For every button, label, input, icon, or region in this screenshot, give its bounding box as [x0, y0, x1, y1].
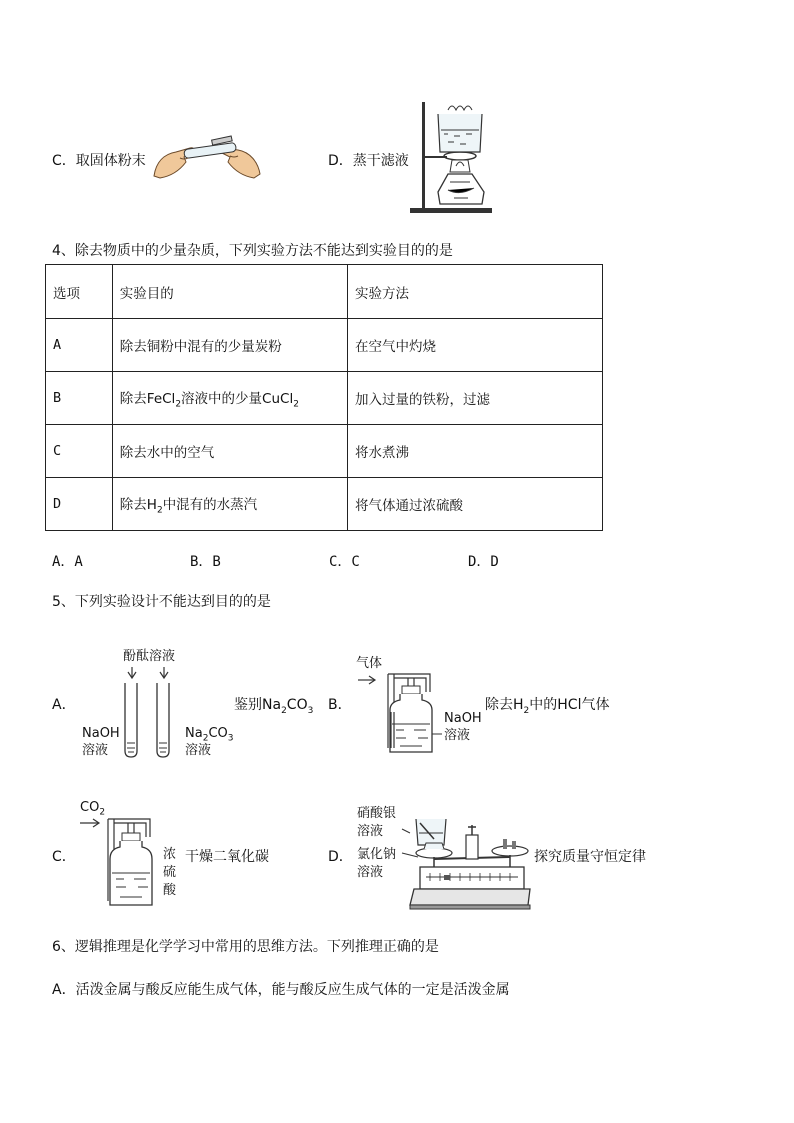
q5-a-purpose: 鉴别$Na_2CO_3$	[234, 697, 314, 716]
row-c-option: C	[46, 425, 113, 478]
q5-a-left-label-line1: NaOH	[82, 726, 120, 741]
row-a-option: A	[46, 319, 113, 372]
table-header-method: 实验方法	[347, 265, 602, 319]
gas-washing-bottle-c-illustration	[78, 815, 168, 910]
table-row	[46, 425, 603, 478]
q5-a-reagent: 酚酞溶液	[123, 649, 176, 664]
balance-scale-illustration	[400, 805, 530, 911]
row-a-method: 在空气中灼烧	[347, 319, 602, 372]
q5-c-acid-line2: 硫	[163, 865, 177, 880]
table-header-purpose: 实验目的	[112, 265, 347, 319]
row-c-method: 将水煮沸	[347, 425, 602, 478]
row-b-purpose: 除去FeCl$_2$溶液中的少量CuCl$_2$	[112, 372, 347, 425]
q3-option-c-label: C．取固体粉末	[52, 153, 146, 169]
row-a-purpose: 除去铜粉中混有的少量炭粉	[112, 319, 347, 372]
q5-c-acid-line3: 酸	[163, 883, 177, 898]
q6-option-a: A．活泼金属与酸反应能生成气体，能与酸反应生成气体的一定是活泼金属	[52, 982, 510, 998]
q5-d-purpose: 探究质量守恒定律	[534, 849, 646, 865]
q4-answer-c: C．C	[329, 554, 360, 570]
q4-answer-d: D．D	[468, 554, 499, 570]
table-row	[46, 319, 603, 372]
table-row	[46, 478, 603, 531]
row-b-option: B	[46, 372, 113, 425]
table-header-row	[46, 265, 603, 319]
q5-a-right-label-line1: $Na_2CO_3$	[185, 726, 234, 744]
q5-b-liquid-line2: 溶液	[444, 728, 471, 743]
q3-option-d-label: D．蒸干滤液	[328, 153, 409, 169]
q5-d-reagent2-line2: 溶液	[357, 865, 384, 880]
q5-stem: 5、下列实验设计不能达到目的的是	[52, 594, 271, 610]
q5-b-purpose: 除去$H_2$中的HCl气体	[485, 697, 610, 716]
hands-test-tube-illustration	[150, 132, 265, 180]
gas-washing-bottle-b-illustration	[356, 668, 446, 758]
q5-c-acid-line1: 浓	[163, 847, 177, 862]
q4-table	[45, 264, 603, 531]
q6-stem: 6、逻辑推理是化学学习中常用的思维方法。下列推理正确的是	[52, 939, 439, 955]
q5-b-letter: B．	[328, 697, 352, 713]
q5-d-reagent2-line1: 氯化钠	[357, 847, 397, 862]
q5-b-liquid-line1: NaOH	[444, 711, 482, 726]
row-b-method: 加入过量的铁粉，过滤	[347, 372, 602, 425]
row-d-option: D	[46, 478, 113, 531]
table-row	[46, 372, 603, 425]
q4-stem: 4、除去物质中的少量杂质，下列实验方法不能达到实验目的的是	[52, 243, 453, 259]
q5-a-left-label-line2: 溶液	[82, 743, 109, 758]
q4-answer-b: B．B	[190, 554, 221, 570]
q5-c-gas-label: $CO_2$	[80, 800, 106, 818]
q5-d-reagent1-line1: 硝酸银	[357, 806, 397, 821]
q5-d-letter: D．	[328, 849, 353, 865]
q5-d-reagent1-line2: 溶液	[357, 824, 384, 839]
two-test-tubes-illustration	[118, 663, 184, 761]
q5-a-letter: A．	[52, 697, 76, 713]
q5-c-purpose: 干燥二氧化碳	[185, 849, 269, 865]
row-d-purpose: 除去$H_2$中混有的水蒸汽	[112, 478, 347, 531]
q5-b-gas-label: 气体	[356, 656, 383, 671]
row-c-purpose: 除去水中的空气	[112, 425, 347, 478]
q5-a-right-label-line2: 溶液	[185, 743, 212, 758]
table-header-option: 选项	[46, 265, 113, 319]
q4-answer-a: A．A	[52, 554, 83, 570]
row-d-method: 将气体通过浓硫酸	[347, 478, 602, 531]
evaporation-apparatus-illustration	[408, 100, 494, 216]
q5-c-letter: C．	[52, 849, 76, 865]
